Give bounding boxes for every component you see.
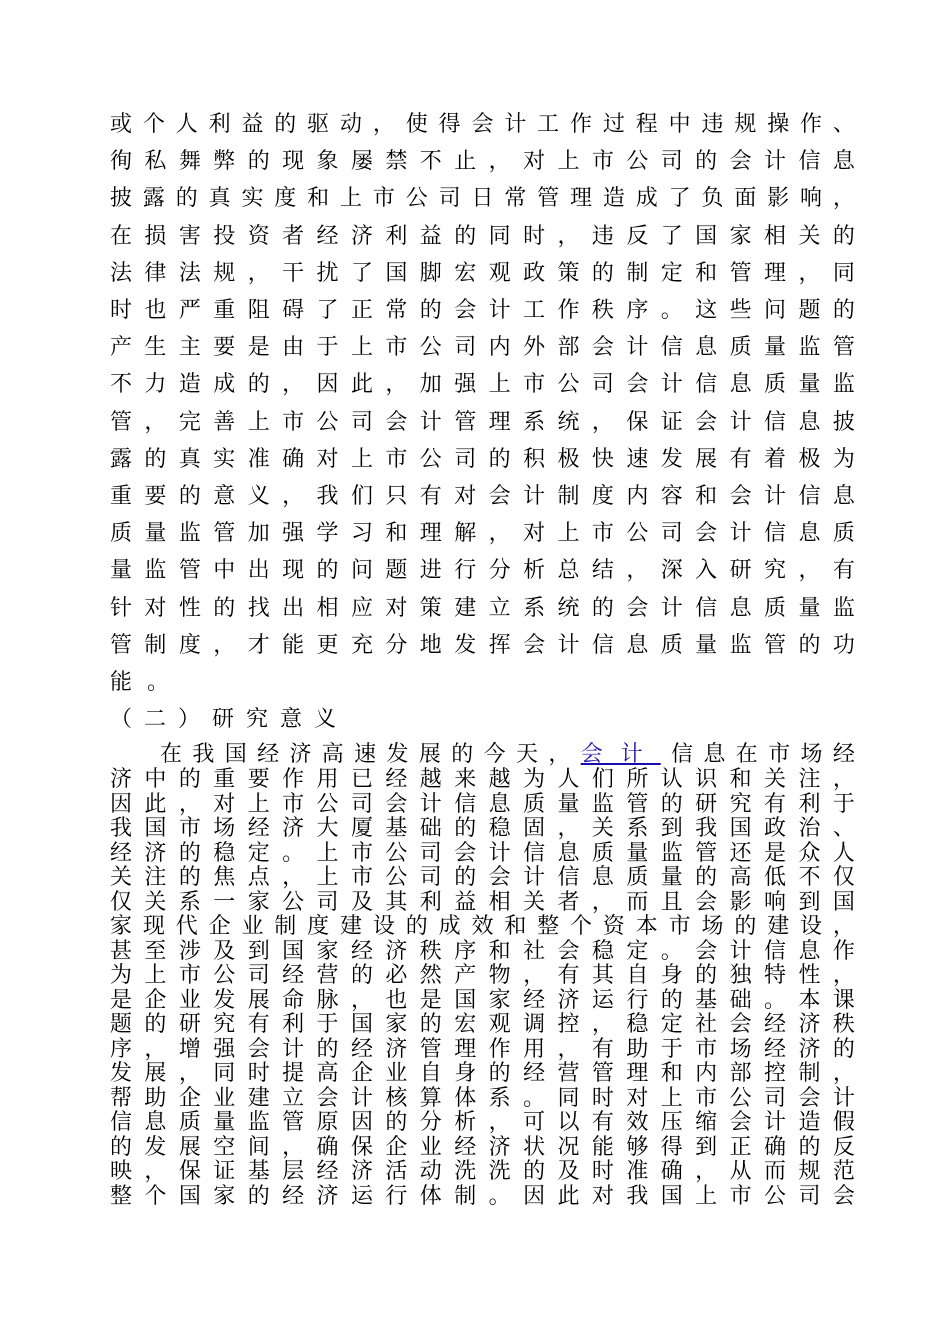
text-line: 仅 关 系 一 家 公 司 及 其 利 益 相 关 者 ， 而 且 会 影 响 到 国 bbox=[110, 889, 855, 915]
text-line: 在 损 害 投 资 者 经 济 利 益 的 同 时 ， 违 反 了 国 家 相 关 的 bbox=[110, 223, 855, 249]
text-line: 是 企 业 发 展 命 脉 ， 也 是 国 家 经 济 运 行 的 基 础 。 本 课 bbox=[110, 987, 855, 1013]
text-line: 针 对 性 的 找 出 相 应 对 策 建 立 系 统 的 会 计 信 息 质 量 监 bbox=[110, 595, 855, 621]
text-line: 整 个 国 家 的 经 济 运 行 体 制 。 因 此 对 我 国 上 市 公 司 会 bbox=[110, 1183, 855, 1209]
text-line: 关 注 的 焦 点 ， 上 市 公 司 的 会 计 信 息 质 量 的 高 低 不 仅 bbox=[110, 865, 855, 890]
text-line: 能。 bbox=[110, 670, 185, 695]
text-line: 映 ， 保 证 基 层 经 济 活 动 洗 洗 的 及 时 准 确 ， 从 而 规 范 bbox=[110, 1159, 855, 1184]
section-heading: （二）研究意义 bbox=[110, 707, 349, 732]
text-line: 管 ， 完 善 上 市 公 司 会 计 管 理 系 统 ， 保 证 会 计 信 息 披 bbox=[110, 409, 855, 435]
text-line: 法 律 法 规 ， 干 扰 了 国 脚 宏 观 政 策 的 制 定 和 管 理 ， 同 bbox=[110, 260, 855, 286]
text-line: 露 的 真 实 准 确 对 上 市 公 司 的 积 极 快 速 发 展 有 着 极 为 bbox=[110, 446, 855, 472]
text-line: 为 上 市 公 司 经 营 的 必 然 产 物 ， 有 其 自 身 的 独 特 性 ， bbox=[110, 963, 855, 988]
text-line: 量 监 管 中 出 现 的 问 题 进 行 分 析 总 结 ， 深 入 研 究 ， 有 bbox=[110, 558, 855, 584]
text-line: 信 息 质 量 监 管 原 因 的 分 析 ， 可 以 有 效 压 缩 会 计 造 假 bbox=[110, 1110, 855, 1135]
text-line: 或 个 人 利 益 的 驱 动 ， 使 得 会 计 工 作 过 程 中 违 规 操 作 、 bbox=[110, 112, 855, 137]
text-line: 管 制 度 ， 才 能 更 充 分 地 发 挥 会 计 信 息 质 量 监 管 的 功 bbox=[110, 632, 855, 658]
text-line: 徇 私 舞 弊 的 现 象 屡 禁 不 止 ， 对 上 市 公 司 的 会 计 信 息 bbox=[110, 149, 855, 175]
text-line: 我 国 市 场 经 济 大 厦 基 础 的 稳 固 ， 关 系 到 我 国 政 治 、 bbox=[110, 816, 855, 841]
text-line: 甚 至 涉 及 到 国 家 经 济 秩 序 和 社 会 稳 定 。 会 计 信 息 作 bbox=[110, 938, 855, 964]
text-line-first: 在 我 国 经 济 高 速 发 展 的 今 天 ， 会计 信 息 在 市 场 经 bbox=[160, 742, 855, 767]
text-line: 发 展 ， 同 时 提 高 企 业 自 身 的 经 营 管 理 和 内 部 控 制 ， bbox=[110, 1061, 855, 1086]
text-line: 帮 助 企 业 建 立 会 计 核 算 体 系 。 同 时 对 上 市 公 司 会 计 bbox=[110, 1085, 855, 1111]
text-line: 济 中 的 重 要 作 用 已 经 越 来 越 为 人 们 所 认 识 和 关 注 ， bbox=[110, 767, 855, 792]
text-line: 时 也 严 重 阻 碍 了 正 常 的 会 计 工 作 秩 序 。 这 些 问 题 的 bbox=[110, 298, 855, 323]
text-line: 披 露 的 真 实 度 和 上 市 公 司 日 常 管 理 造 成 了 负 面 影 响 ， bbox=[110, 186, 855, 212]
text-line: 不 力 造 成 的 ， 因 此 ， 加 强 上 市 公 司 会 计 信 息 质 量 监 bbox=[110, 372, 855, 398]
text-line: 质 量 监 管 加 强 学 习 和 理 解 ， 对 上 市 公 司 会 计 信 息 质 bbox=[110, 521, 855, 547]
text-line: 重 要 的 意 义 ， 我 们 只 有 对 会 计 制 度 内 容 和 会 计 信 息 bbox=[110, 484, 855, 509]
text-line: 的 发 展 空 间 ， 确 保 企 业 经 济 状 况 能 够 得 到 正 确 的 反 bbox=[110, 1134, 855, 1160]
text-line: 家 现 代 企 业 制 度 建 设 的 成 效 和 整 个 资 本 市 场 的 建 设 ， bbox=[110, 914, 855, 939]
accounting-link[interactable]: 会计 bbox=[580, 742, 661, 767]
text-line: 产 生 主 要 是 由 于 上 市 公 司 内 外 部 会 计 信 息 质 量 监 管 bbox=[110, 335, 855, 361]
text-line: 因 此 ， 对 上 市 公 司 会 计 信 息 质 量 监 管 的 研 究 有 利 于 bbox=[110, 791, 855, 817]
text-line: 序 ， 增 强 会 计 的 经 济 管 理 作 用 ， 有 助 于 市 场 经 济 的 bbox=[110, 1036, 855, 1062]
text-line: 经 济 的 稳 定 。 上 市 公 司 会 计 信 息 质 量 监 管 还 是 众 人 bbox=[110, 840, 855, 866]
text-line: 题 的 研 究 有 利 于 国 家 的 宏 观 调 控 ， 稳 定 社 会 经 济 秩 bbox=[110, 1012, 855, 1037]
